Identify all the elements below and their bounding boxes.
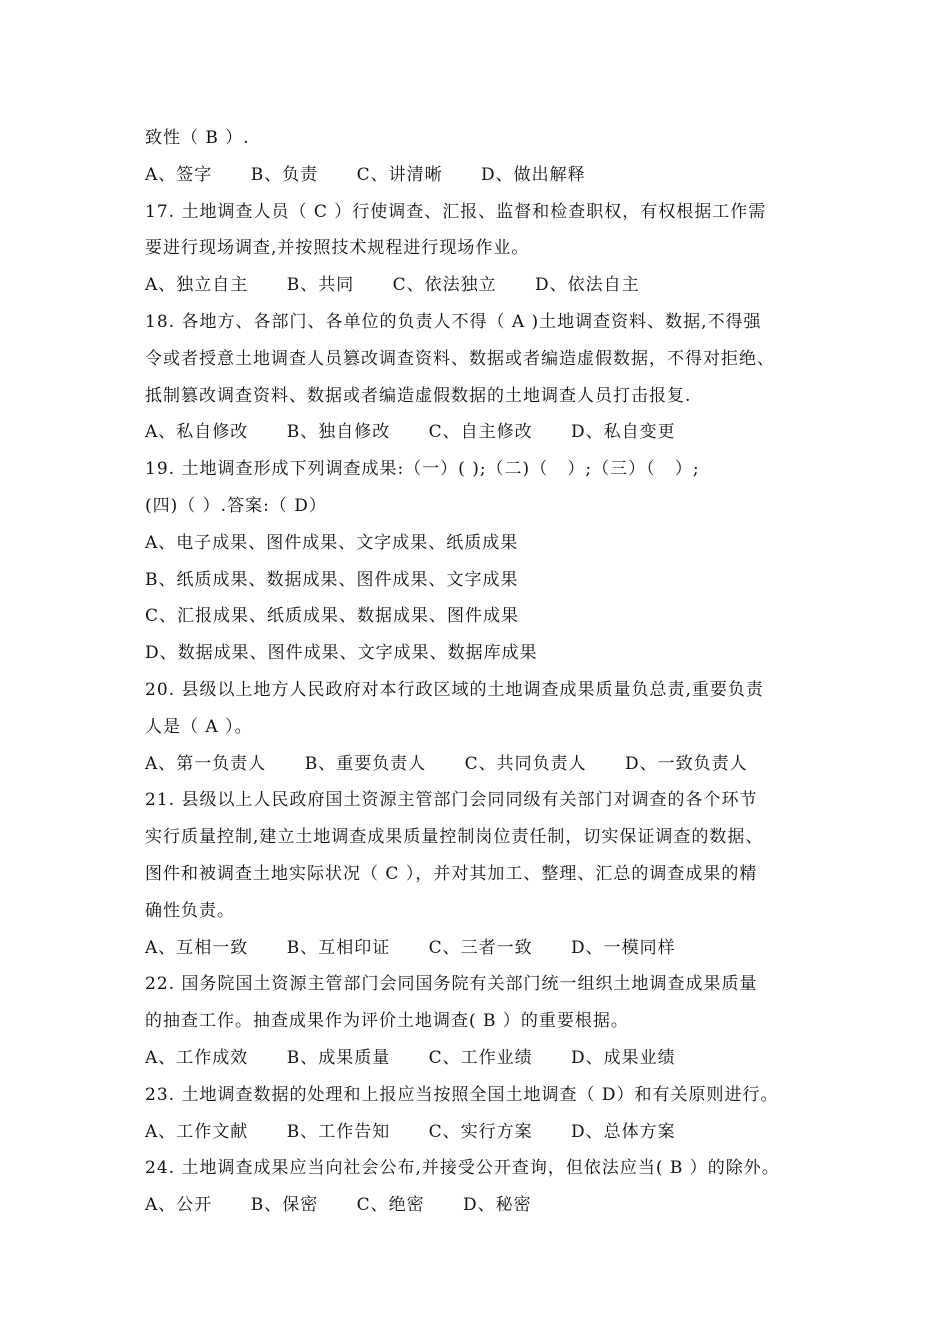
answer-options: A、公开 B、保密 C、绝密 D、秘密 (145, 1195, 532, 1216)
answer-options: A、私自修改 B、独自修改 C、自主修改 D、私自变更 (145, 422, 676, 443)
question-17: 17. 土地调查人员（ C ）行使调查、汇报、监督和检查职权，有权根据工作需 (145, 201, 767, 222)
question-18: 18. 各地方、各部门、各单位的负责人不得（ A )土地调查资料、数据,不得强 (145, 311, 762, 332)
answer-options: A、工作成效 B、成果质量 C、工作业绩 D、成果业绩 (145, 1047, 676, 1068)
question-20: 20. 县级以上地方人民政府对本行政区域的土地调查成果质量负总责,重要负责 (145, 679, 764, 700)
document-body (145, 120, 825, 1224)
answer-option-a: A、电子成果、图件成果、文字成果、纸质成果 (145, 532, 519, 553)
question-19: 19. 土地调查形成下列调查成果:（一）( );（二)（ ）;（三）（ ）; (145, 459, 700, 480)
text-line: (四)（ ）.答案:（ D） (145, 495, 327, 516)
answer-option-b: B、纸质成果、数据成果、图件成果、文字成果 (145, 569, 519, 590)
text-line: 人是（ A ）。 (145, 716, 253, 737)
text-line: 实行质量控制,建立土地调查成果质量控制岗位责任制，切实保证调查的数据、 (145, 827, 764, 848)
question-23: 23. 土地调查数据的处理和上报应当按照全国土地调查（ D）和有关原则进行。 (145, 1084, 779, 1105)
text-line: 致性（ B ）. (145, 128, 250, 148)
text-line: 要进行现场调查,并按照技术规程进行现场作业。 (145, 238, 530, 259)
answer-options: A、独立自主 B、共同 C、依法独立 D、依法自主 (145, 275, 640, 296)
question-22: 22. 国务院国土资源主管部门会同国务院有关部门统一组织土地调查成果质量 (145, 974, 758, 995)
text-line: 令或者授意土地调查人员篡改调查资料、数据或者编造虚假数据，不得对拒绝、 (145, 348, 775, 369)
text-line: 确性负责。 (145, 900, 235, 921)
text-line: 的抽查工作。抽查成果作为评价土地调查( B ）的重要根据。 (145, 1011, 629, 1032)
answer-option-c: C、汇报成果、纸质成果、数据成果、图件成果 (145, 606, 520, 627)
text-line: 图件和被调查土地实际状况（ C ），并对其加工、整理、汇总的调查成果的精 (145, 863, 758, 884)
answer-options: A、签字 B、负责 C、讲清晰 D、做出解释 (145, 164, 586, 185)
answer-options: A、工作文献 B、工作告知 C、实行方案 D、总体方案 (145, 1121, 676, 1142)
text-line: 抵制篡改调查资料、数据或者编造虚假数据的土地调查人员打击报复. (145, 385, 692, 406)
question-21: 21. 县级以上人民政府国土资源主管部门会同同级有关部门对调查的各个环节 (145, 790, 758, 811)
question-24: 24. 土地调查成果应当向社会公布,并接受公开查询，但依法应当( B ）的除外。 (145, 1158, 780, 1179)
answer-options: A、互相一致 B、互相印证 C、三者一致 D、一模同样 (145, 937, 676, 958)
answer-options: A、第一负责人 B、重要负责人 C、共同负责人 D、一致负责人 (145, 753, 748, 774)
answer-option-d: D、数据成果、图件成果、文字成果、数据库成果 (145, 643, 538, 664)
